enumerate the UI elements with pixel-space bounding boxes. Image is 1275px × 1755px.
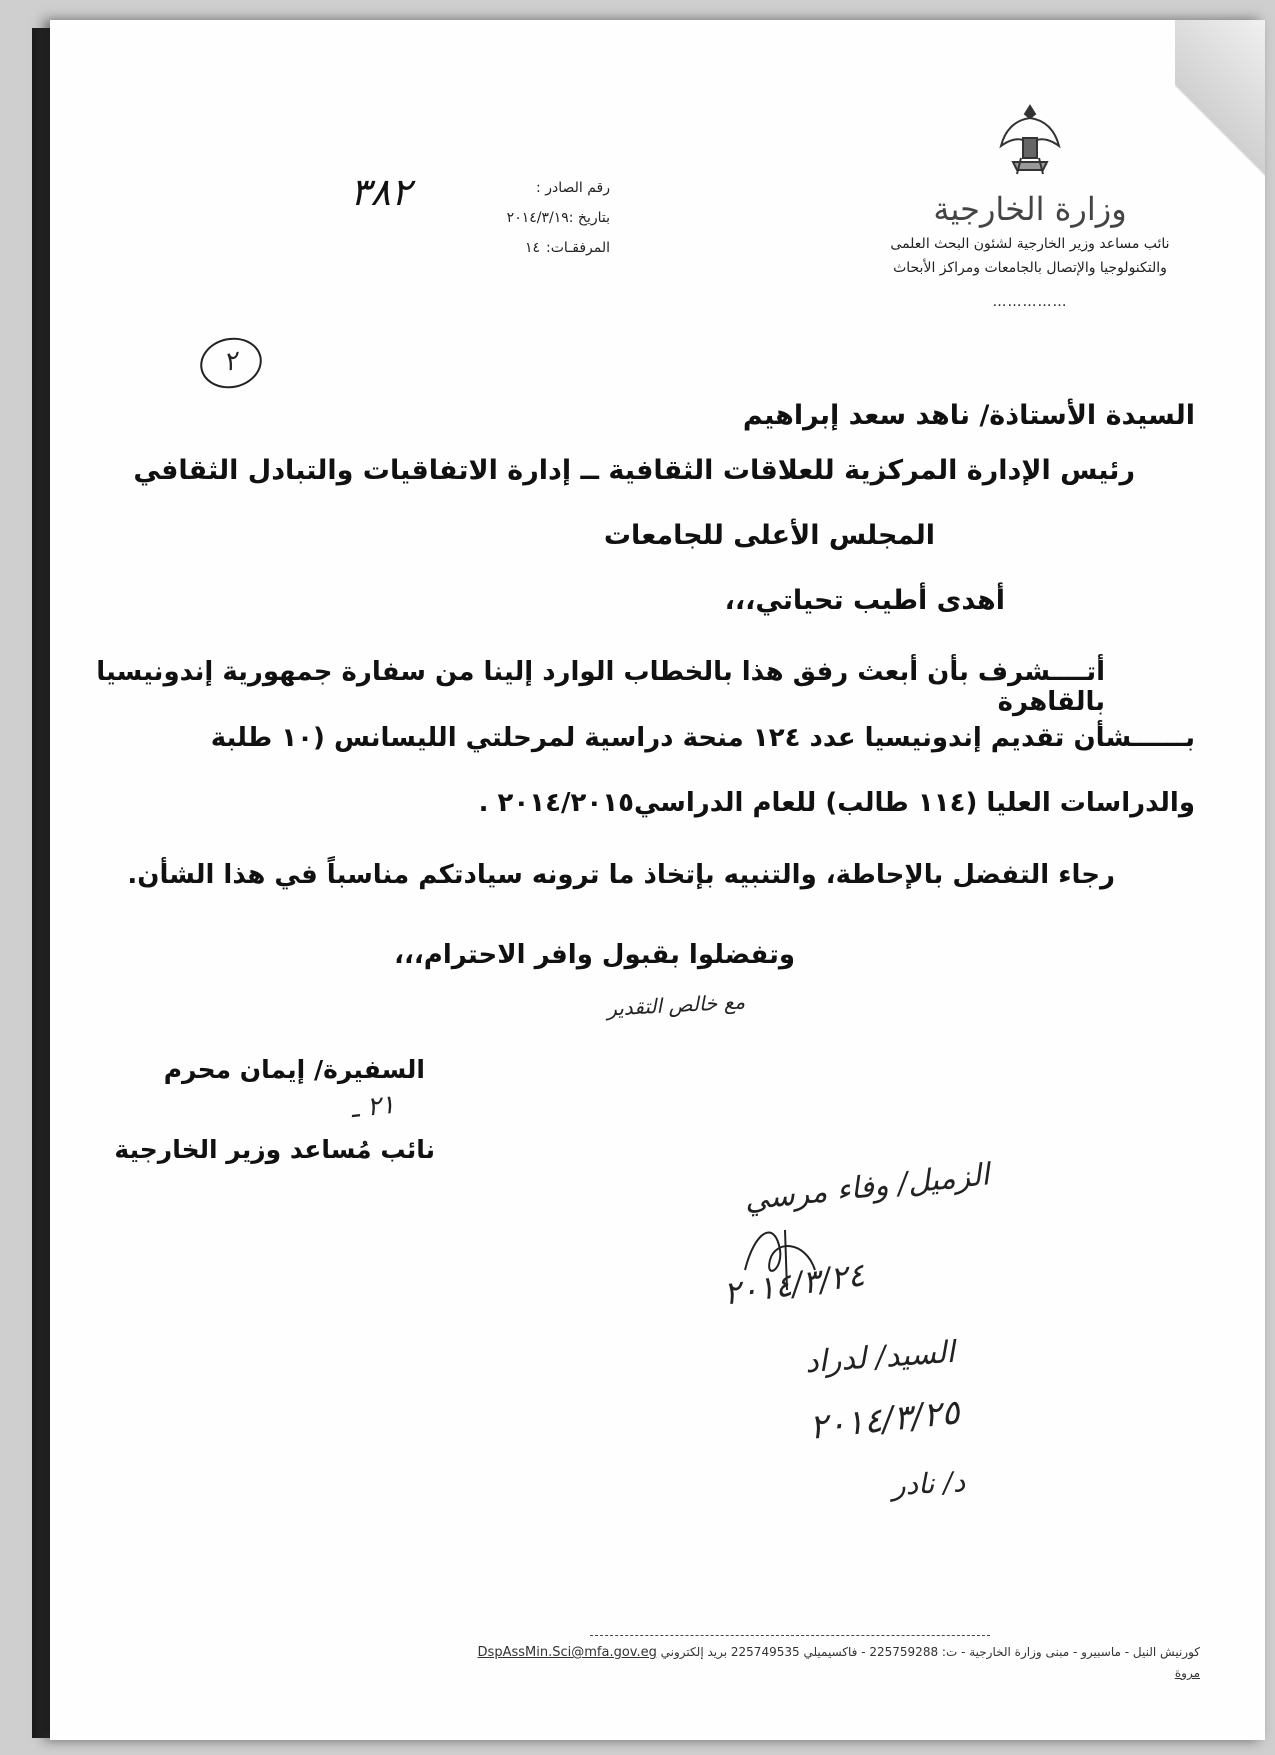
footer-email: DspAssMin.Sci@mfa.gov.eg bbox=[477, 1645, 657, 1660]
handwritten-note-2: السيد/ لدراد bbox=[804, 1334, 957, 1381]
footer-initials: مروة bbox=[1174, 1666, 1200, 1680]
ministry-name: وزارة الخارجية bbox=[933, 190, 1127, 228]
handwritten-date-1: ٢٠١٤/٣/٢٤ bbox=[721, 1255, 867, 1313]
handwritten-regards: مع خالص التقدير bbox=[606, 989, 746, 1021]
handwritten-note-1: الزميل/ وفاء مرسي bbox=[742, 1157, 992, 1218]
handwritten-note-3: د/ نادر bbox=[891, 1465, 966, 1502]
date-value: ٢٠١٤/٣/١٩ bbox=[506, 210, 569, 226]
request-line: رجاء التفضل بالإحاطة، والتنبيه بإتخاذ ما ترونه سيادتكم مناسباً في هذا الشأن. bbox=[127, 860, 1115, 890]
footer bbox=[265, 1645, 1200, 1680]
addressee-organization: المجلس الأعلى للجامعات bbox=[603, 520, 935, 551]
signatory-title: السفيرة/ إيمان محرم bbox=[163, 1055, 425, 1084]
signatory-role: نائب مُساعد وزير الخارجية bbox=[114, 1135, 435, 1164]
date-label: بتاريخ : bbox=[568, 210, 610, 226]
outgoing-number-label: رقم الصادر : bbox=[536, 180, 610, 196]
addressee-title: رئيس الإدارة المركزية للعلاقات الثقافية ــ إدارة الاتفاقيات والتبادل الثقافي bbox=[133, 455, 1135, 486]
outgoing-number-handwritten: ٣٨٢ bbox=[350, 170, 412, 214]
handwritten-date-2: ٢٠١٤/٣/٢٥ bbox=[807, 1392, 962, 1448]
addressee-name: السيدة الأستاذة/ ناهد سعد إبراهيم bbox=[742, 400, 1195, 431]
circled-annotation: ٢ bbox=[195, 332, 266, 394]
body-paragraph-line-3: والدراسات العليا (١١٤ طالب) للعام الدراسي٢٠١٤/٢٠١٥ . bbox=[478, 788, 1195, 818]
department-line-2: والتكنولوجيا والإتصال بالجامعات ومراكز الأبحاث bbox=[893, 260, 1167, 276]
department-line-1: نائب مساعد وزير الخارجية لشئون البحث العلمى bbox=[890, 236, 1170, 252]
eagle-emblem-icon bbox=[995, 100, 1065, 180]
body-paragraph-line-2: بــــــشأن تقديم إندونيسيا عدد ١٢٤ منحة دراسية لمرحلتي الليسانس (١٠ طلبة bbox=[210, 723, 1195, 753]
footer-address: كورنيش النيل - ماسبيرو - مبنى وزارة الخارجية - ت: 225759288 - فاكسيميلي 225749535 بريد إلكتروني bbox=[660, 1645, 1200, 1659]
body-paragraph-line-1: أتــــشرف بأن أبعث رفق هذا بالخطاب الوارد إلينا من سفارة جمهورية إندونيسيا بالقاهرة bbox=[96, 657, 1105, 717]
reference-block bbox=[420, 180, 610, 270]
letterhead bbox=[865, 100, 1195, 310]
attachments-value: ١٤ bbox=[524, 240, 540, 256]
letterhead-dots: …………… bbox=[992, 294, 1068, 310]
attachments-label: المرفقـات: bbox=[545, 240, 610, 256]
greeting: أهدى أطيب تحياتي،،، bbox=[724, 585, 1005, 616]
footer-divider bbox=[590, 1635, 990, 1636]
closing-line: وتفضلوا بقبول وافر الاحترام،،، bbox=[394, 940, 795, 970]
letter-sheet bbox=[50, 20, 1265, 1740]
handwritten-signature: ٢١ ـ bbox=[349, 1089, 397, 1125]
